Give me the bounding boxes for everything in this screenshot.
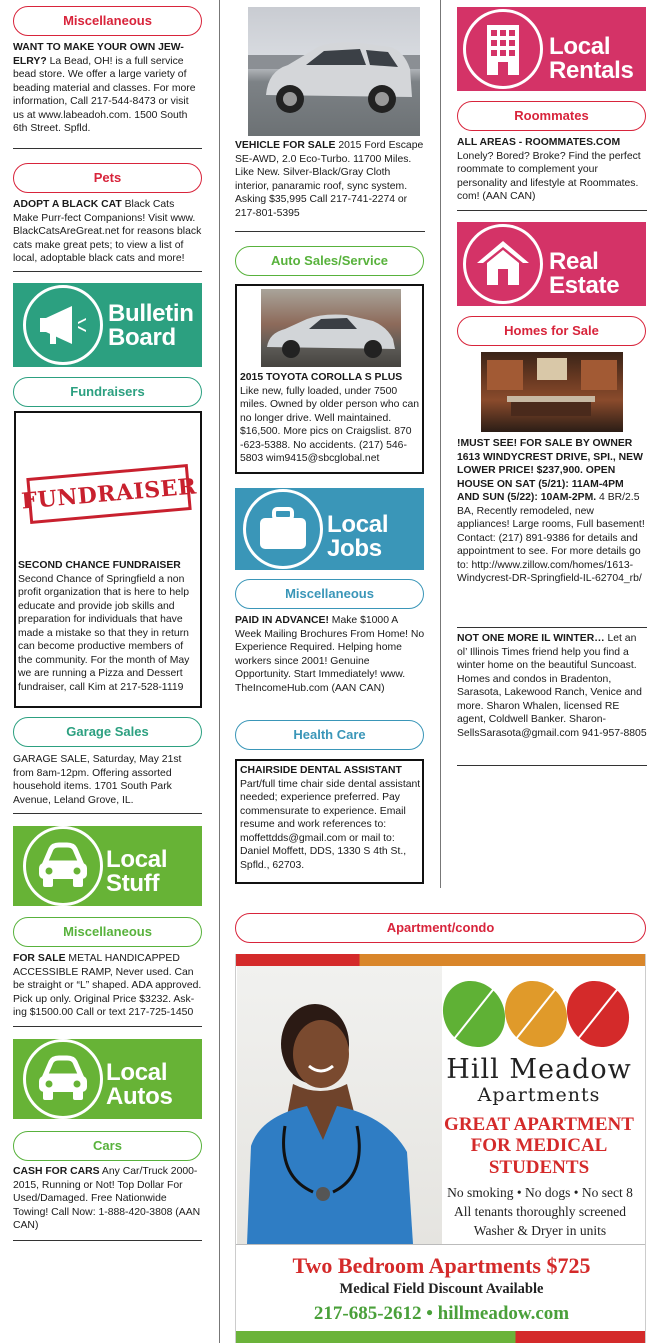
divider xyxy=(13,1026,202,1027)
black-cat-ad-body: Black Cats Make Purr-fect Companions! Visit www. BlackCatsAreGreat.net for reasons black cats make great pets; to view a list of local, adoptable black cats and more! xyxy=(13,199,202,265)
bulletin-board-banner xyxy=(13,283,202,367)
bulletin-title-line1: Bulletin xyxy=(108,300,194,327)
megaphone-circle xyxy=(23,285,103,365)
il-winter-ad xyxy=(457,632,647,740)
kitchen-photo xyxy=(481,352,623,432)
roommates-section-header: Roommates xyxy=(457,101,646,131)
brand-line2: Apartments xyxy=(477,1084,601,1106)
misc2-section-header: Miscellaneous xyxy=(13,917,202,947)
bulletin-title-line2: Board xyxy=(108,324,176,351)
windycrest-body: 4 BR/2.5 BA, Recently remodeled, new appliances! Large rooms, Full basement! Contact: (217) 891-9386 for details and appointment to see. For more details go to: http://www.zillow.com/homes/1613-Windycrest-DR-Springfield-IL-62704_rb/ xyxy=(457,492,645,585)
auto-sales-section-header: Auto Sales/Service xyxy=(235,246,424,276)
toyota-corolla-photo xyxy=(261,289,401,367)
black-cat-ad-title: ADOPT A BLACK CAT xyxy=(13,199,122,210)
roommates-ad xyxy=(457,136,647,204)
toyota-ad-box xyxy=(235,284,424,474)
divider xyxy=(13,148,202,149)
divider xyxy=(13,813,202,814)
top-strip xyxy=(236,954,646,966)
garage-sale-ad: GARAGE SALE, Saturday, May 21st from 8am-12pm. Offering assorted household items. 1701 South Park Avenue, Leland Grove, IL. xyxy=(13,754,182,806)
dental-ad-box xyxy=(235,759,424,884)
column-divider-1 xyxy=(219,0,220,1343)
dental-body: Part/full time chair side dental assistant needed; experience preferred. Pay commensurate to experience. Email resume and work references to: moffettdds@gmail.com or mail to: Daniel Moffett, DDS, 1330 S 4th St., Spfld., 62703. xyxy=(240,778,421,871)
garage-sales-section-header: Garage Sales xyxy=(13,717,202,747)
dental-title: CHAIRSIDE DENTAL ASSISTANT xyxy=(240,765,402,776)
realestate-title-line1: Real xyxy=(549,248,599,275)
rentals-title-line2: Rentals xyxy=(549,57,634,84)
cars-section-header: Cars xyxy=(13,1131,202,1161)
divider xyxy=(13,1240,202,1241)
fundraiser-stamp xyxy=(20,464,198,524)
misc-section-header: Miscellaneous xyxy=(13,6,202,36)
roommates-title: ALL AREAS - ROOMMATES.COM xyxy=(457,137,621,148)
autos-title-line1: Local xyxy=(106,1059,168,1086)
briefcase-circle xyxy=(243,489,323,569)
toyota-title: 2015 TOYOTA COROLLA S PLUS xyxy=(240,372,403,383)
divider xyxy=(457,210,647,211)
rules-line2: All tenants thoroughly screened xyxy=(453,1203,627,1219)
jobs-title-line1: Local xyxy=(327,511,389,538)
car-icon xyxy=(35,1054,91,1104)
briefcase-icon xyxy=(257,505,309,553)
divider xyxy=(235,231,425,232)
divider xyxy=(457,627,647,628)
homes-for-sale-section-header: Homes for Sale xyxy=(457,316,646,346)
rentals-title-line1: Local xyxy=(549,33,611,60)
local-stuff-banner xyxy=(13,826,202,906)
cash-for-cars-title: CASH FOR CARS xyxy=(13,1166,100,1177)
cash-for-cars-ad xyxy=(13,1165,202,1233)
il-winter-title: NOT ONE MORE IL WINTER… xyxy=(457,633,605,644)
house-circle xyxy=(463,224,543,304)
pets-section-header: Pets xyxy=(13,163,202,193)
building-circle xyxy=(463,9,543,89)
jobs-misc-section-header: Miscellaneous xyxy=(235,579,424,609)
black-cat-ad xyxy=(13,198,202,266)
fundraisers-section-header: Fundraisers xyxy=(13,377,202,407)
fundraiser-ad-box xyxy=(14,411,202,708)
leaves-logo xyxy=(436,974,636,1054)
hill-meadow-ad xyxy=(235,954,646,1343)
car-icon xyxy=(35,841,91,891)
cash-for-cars-body: Any Car/Truck 2000-2015, Running or Not! Top Dollar For Used/Damaged. Free Nationwide Towing! Call Now: 1-888-420-3808 (AAN CAN) xyxy=(13,1166,201,1232)
roommates-body: Lonely? Bored? Broke? Find the perfect roommate to complement your personality and lifestyle at Roommates. com! (AAN CAN) xyxy=(457,150,641,203)
car-circle xyxy=(23,826,103,906)
local-autos-banner xyxy=(13,1039,202,1119)
jewelry-ad-body: La Bead, OH! is a full service bead store. We offer a large variety of beading material and classes. For more information, Call 217-544-8473 or visit us at www.labeadoh.com. 1500 South 6th Street. Spfld. xyxy=(13,55,196,135)
ford-escape-body: 2015 Ford Escape SE-AWD, 2.0 Eco-Turbo. 11700 Miles. Like New. Silver-Black/Gray Cloth interior, panaramic roof, sync system. Asking $35,995 Call 217-741-2274 or 217-801-5395 xyxy=(235,140,424,219)
local-rentals-banner xyxy=(457,7,646,91)
ramp-ad xyxy=(13,952,202,1020)
divider xyxy=(13,271,202,272)
autos-title-line2: Autos xyxy=(106,1083,173,1110)
paid-in-advance-ad xyxy=(235,614,425,695)
jewelry-ad xyxy=(13,41,202,136)
windycrest-title: !MUST SEE! FOR SALE BY OWNER 1613 WINDYCREST DRIVE, SPI., NEW LOWER PRICE! $237,900. OPEN HOUSE ON SAT (5/21): 11AM-4PM AND SUN (5/22): 10AM-2PM. xyxy=(457,438,643,504)
il-winter-body: Let an ol’ Illinois Times friend help you find a winter home on the beautiful Suncoast. Homes and condos in Bradenton, Sarasota, Lakewood Ranch, Venice and more. Sharon Whalen, licensed RE agent, Coldwell Banker. Sharon-SellsSarasota@gmail.com 941-957-8805 xyxy=(457,633,647,739)
local-jobs-banner xyxy=(235,488,424,570)
headline-line1: GREAT APARTMENT xyxy=(444,1114,634,1135)
ford-escape-title: VEHICLE FOR SALE xyxy=(235,140,336,151)
stuff-title-line2: Stuff xyxy=(106,870,160,897)
realestate-title-line2: Estate xyxy=(549,272,620,299)
brand-line1: Hill Meadow xyxy=(446,1054,632,1085)
jobs-title-line2: Jobs xyxy=(327,535,382,562)
fundraiser-body: Second Chance of Springfield a non profit organization that is here to help educate and provide job skills and preparation for individuals that have made a mistake so that they in return can become productive members of the community. For the month of May we are running a Pizza and Dessert fundraiser, call Kim at 217-528-1119 xyxy=(18,573,190,693)
contact-line[interactable]: 217-685-2612 • hillmeadow.com xyxy=(313,1303,570,1324)
megaphone-icon xyxy=(36,298,90,352)
building-icon xyxy=(479,21,527,77)
apartment-condo-section-header: Apartment/condo xyxy=(235,913,646,943)
headline-line2: FOR MEDICAL xyxy=(470,1135,608,1157)
fundraiser-stamp-text: FUNDRAISER xyxy=(20,473,198,515)
toyota-body: Like new, fully loaded, under 7500 miles. Owned by older person who can no longer drive. Well maintained. $16,500. More pics on Craigslist. 870 -623-5388. No accidents. (217) 546-5803 wim9415@sbcglobal.net xyxy=(240,385,420,465)
paid-in-advance-title: PAID IN ADVANCE! xyxy=(235,615,329,626)
ramp-ad-title: FOR SALE xyxy=(13,953,66,964)
rules-line3: Washer & Dryer in units xyxy=(473,1222,607,1238)
ramp-ad-body: METAL HANDICAPPED ACCESSIBLE RAMP, Never used. Can be straight or “L” shaped. ADA approved. Pick up only. Original Price $3232. Ask-ing $1500.00 Call or text 217-725-1450 xyxy=(13,953,202,1019)
ford-escape-ad xyxy=(235,139,425,220)
divider xyxy=(457,765,647,766)
windycrest-ad xyxy=(457,437,647,586)
house-icon xyxy=(475,239,531,289)
price-line: Two Bedroom Apartments $725 xyxy=(292,1253,591,1278)
rules-line1: No smoking • No dogs • No sect 8 xyxy=(447,1185,633,1200)
health-care-section-header: Health Care xyxy=(235,720,424,750)
ford-escape-photo xyxy=(248,7,420,136)
paid-in-advance-body: Make $1000 A Week Mailing Brochures From Home! No Experience Required. Helping home workers since 2001! Genuine Opportunity. Start Immediately! www. TheIncomeHub.com (AAN CAN) xyxy=(235,615,425,694)
stuff-title-line1: Local xyxy=(106,846,168,873)
discount-line: Medical Field Discount Available xyxy=(339,1281,544,1297)
bottom-strip xyxy=(236,1331,646,1343)
headline-line3: STUDENTS xyxy=(488,1156,590,1178)
nurse-photo xyxy=(237,966,442,1244)
jewelry-ad-title: WANT TO MAKE YOUR OWN JEW-ELRY? xyxy=(13,42,184,67)
fundraiser-title: SECOND CHANCE FUNDRAISER xyxy=(18,560,181,571)
column-divider-2 xyxy=(440,0,441,888)
divider xyxy=(236,1244,646,1245)
car-circle xyxy=(23,1039,103,1119)
real-estate-banner xyxy=(457,222,646,306)
